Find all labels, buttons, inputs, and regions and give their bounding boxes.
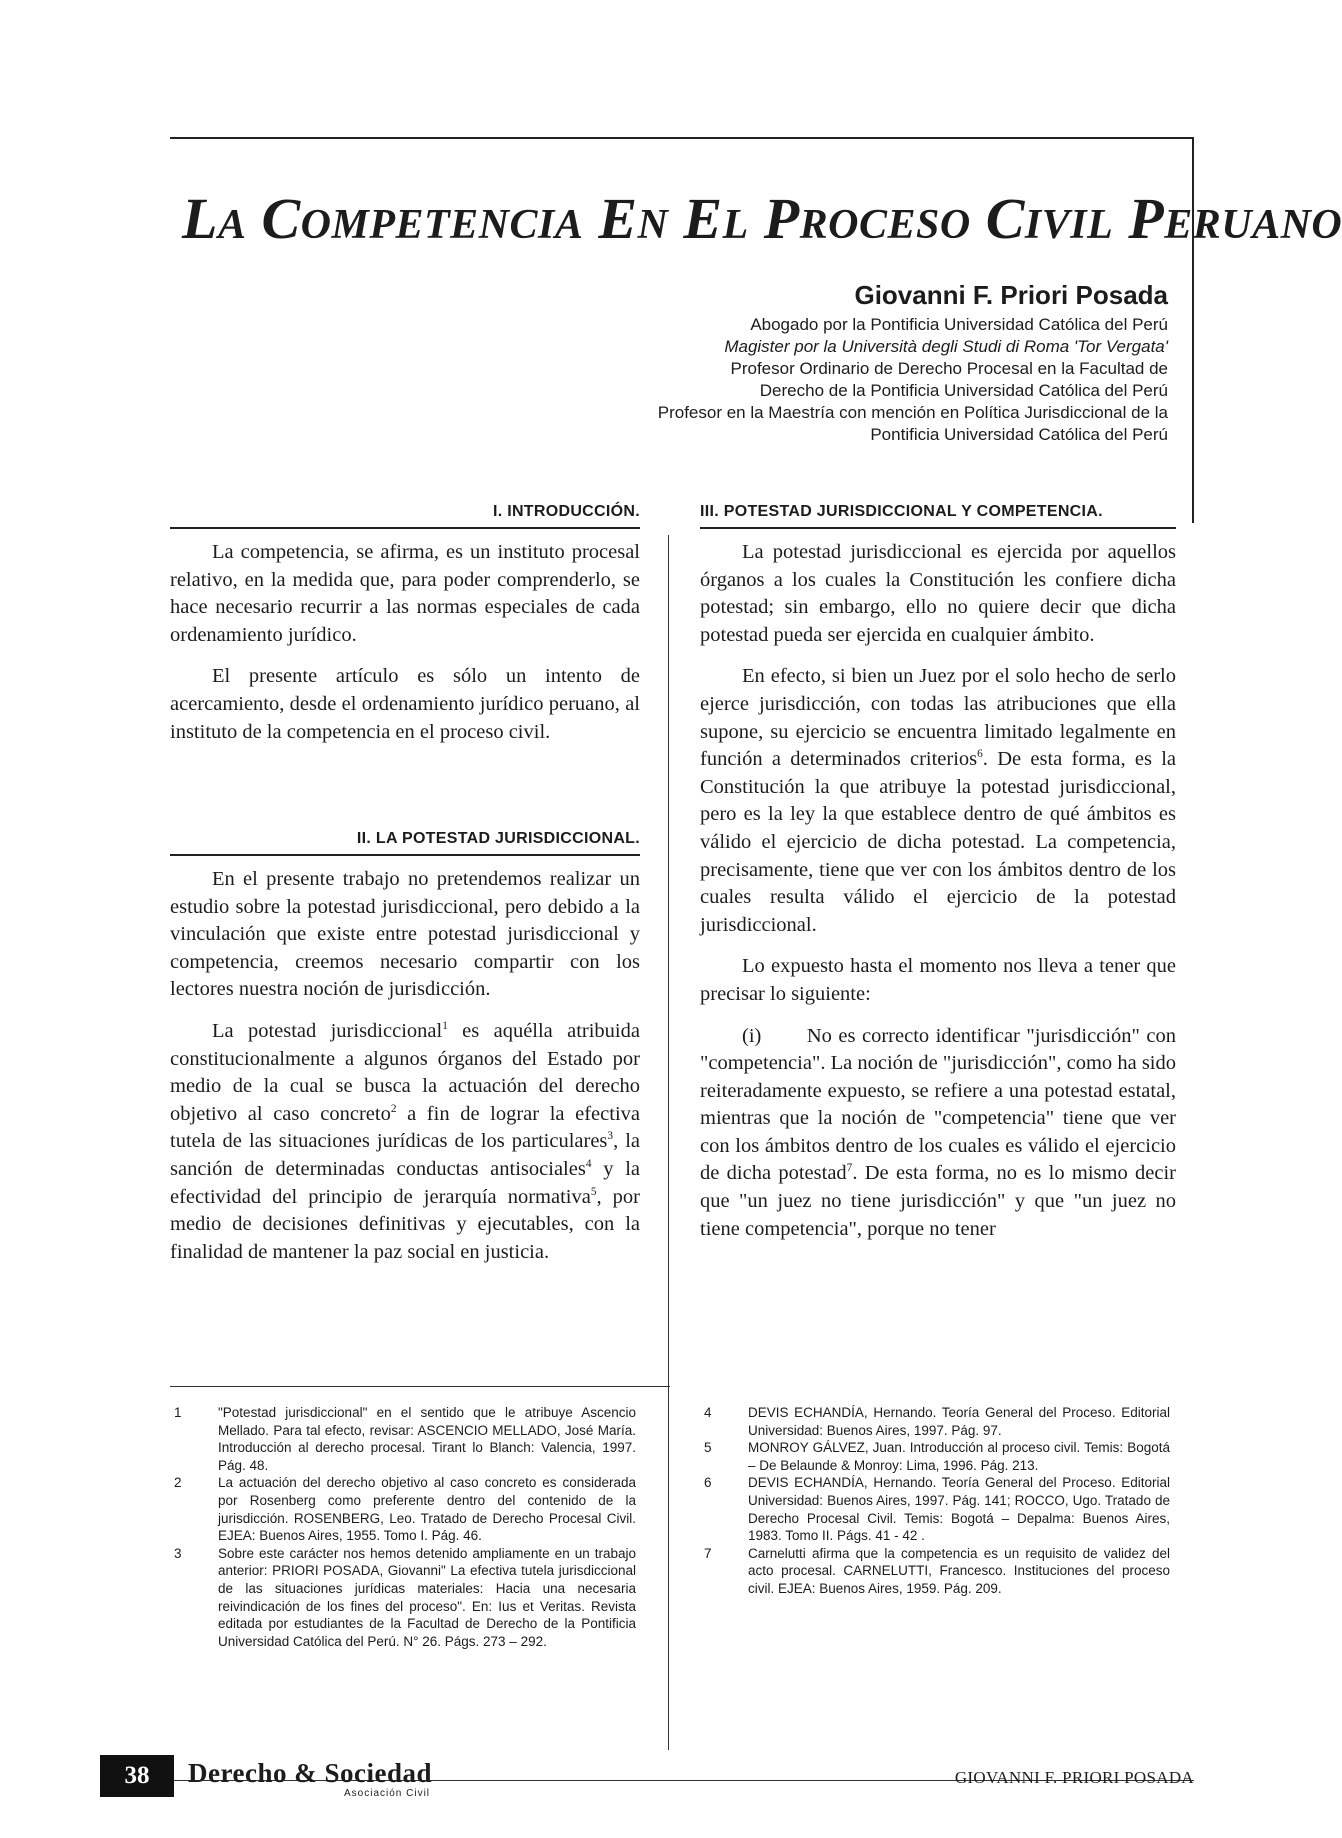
footnote-ref: 7	[846, 1162, 853, 1175]
footnote: 7 Carnelutti afirma que la competencia es un requisito de validez del acto procesal. CARNELUTTI, Francesco. Instituciones del proceso civil. EJEA: Buenos Aires, 1959. Pág. 209.	[704, 1545, 1170, 1596]
journal-name: Derecho & Sociedad	[188, 1758, 432, 1788]
column-divider	[668, 535, 669, 1750]
section-heading-potestad: II. LA POTESTAD JURISDICCIONAL.	[356, 830, 640, 847]
section-heading-intro: I. INTRODUCCIÓN.	[492, 503, 640, 520]
footnote: 5 MONROY GÁLVEZ, Juan. Introducción al proceso civil. Temis: Bogotá – De Belaunde & Monroy: Lima, 1996. Pág. 213.	[704, 1440, 1170, 1473]
paragraph: La potestad jurisdiccional$^1$ es aquélla atribuida constitucionalmente a algunos órganos del Estado por medio de la cual se busca la actuación del derecho objetivo al caso concreto$^2$ a fin de lograr la efectiva tutela de las situaciones jurídicas de los particulares$^3$, la sanción de determinadas conductas antisociales$^4$ y la efectividad del principio de jerarquía normativa$^5$, por medio de decisiones definitivas y ejecutables, con la finalidad de mantener la paz social en justicia.	[170, 1019, 641, 1263]
paragraph: En el presente trabajo no pretendemos realizar un estudio sobre la potestad jurisdiccional, pero debido a la vinculación que existe entre potestad jurisdiccional y competencia, creemos necesario compartir con los lectores nuestra noción de jurisdicción.	[170, 868, 640, 1001]
footnote: 1 "Potestad jurisdiccional" en el sentido que le atribuye Ascencio Mellado. Para tal efecto, revisar: ASCENCIO MELLADO, José María. Introducción al derecho procesal. Tirant lo Blanch: Valencia, 1997. Pág. 48.	[174, 1405, 636, 1473]
author-credential: Pontificia Universidad Católica del Perú	[870, 425, 1168, 444]
running-head: GIOVANNI F. PRIORI POSADA	[954, 1768, 1194, 1787]
paragraph: En efecto, si bien un Juez por el solo hecho de serlo ejerce jurisdicción, con todas las atribuciones que ella supone, su ejercicio se encuentra limitado legalmente en función a determinados criterios$^6$. De esta forma, es la Constitución la que atribuye la potestad jurisdiccional, pero es la ley la que establece dentro de qué ámbitos es válido el ejercicio de dicha potestad. La competencia, precisamente, tiene que ver con los ámbitos dentro de los cuales resulta válido el ejercicio de la potestad jurisdiccional.	[700, 665, 1177, 936]
top-rule	[170, 137, 1194, 139]
paragraph: (i) No es correcto identificar "jurisdicción" con "competencia". La noción de "jurisdicción", como ha sido reiteradamente expuesto, se refiere a una potestad estatal, mientras que la noción de "competencia" tiene que ver con los ámbitos dentro de los cuales es válido el ejercicio de dicha potestad$^7$. De esta forma, no es lo mismo decir que "un juez no tiene jurisdicción" y que "un juez no tiene competencia", porque no tener	[700, 1024, 1182, 1240]
footnotes-right	[700, 1404, 1170, 1598]
section-rule	[170, 854, 640, 856]
section-body	[700, 539, 1182, 1243]
footnote-ref: 1	[442, 1020, 448, 1033]
footnote: 6 DEVIS ECHANDÍA, Hernando. Teoría General del Proceso. Editorial Universidad: Buenos Aires, 1997. Pág. 141; ROCCO, Ugo. Tratado de Derecho Procesal Civil. Temis: Bogotá – Depalma: Buenos Aires, 1983. Tomo II. Págs. 41 - 42 .	[704, 1475, 1170, 1544]
section-potestad	[170, 830, 640, 1280]
paragraph: La potestad jurisdiccional es ejercida por aquellos órganos a los cuales la Constitución les confiere dicha potestad; sin embargo, ello no quiere decir que dicha potestad pueda ser ejercida en cualquier ámbito.	[700, 541, 1176, 646]
footnote: 4 DEVIS ECHANDÍA, Hernando. Teoría General del Proceso. Editorial Universidad: Buenos Aires, 1997. Pág. 97.	[704, 1405, 1170, 1438]
footnote-ref: 4	[585, 1158, 592, 1171]
paragraph: La competencia, se afirma, es un instituto procesal relativo, en la medida que, para poder comprenderlo, se hace necesario recurrir a las normas especiales de cada ordenamiento jurídico.	[170, 541, 640, 646]
footnote-ref: 5	[590, 1185, 597, 1198]
author-credential: Derecho de la Pontificia Universidad Católica del Perú	[759, 381, 1168, 400]
section-body	[170, 866, 640, 1266]
footnote-ref: 3	[607, 1130, 614, 1143]
page-number: 38	[100, 1755, 174, 1797]
footnotes-left	[170, 1404, 636, 1650]
footnote-ref: 2	[390, 1102, 397, 1115]
author-credential: Profesor en la Maestría con mención en Política Jurisdiccional de la	[657, 403, 1168, 422]
footnote-ref: 6	[977, 748, 983, 761]
footnote: 3 Sobre este carácter nos hemos detenido ampliamente en un trabajo anterior: PRIORI POSADA, Giovanni" La efectiva tutela jurisdiccional de las situaciones jurídicas materiales: Hacia una necesaria reivindicación de los fines del proceso". En: Ius et Veritas. Revista editada por estudiantes de la Facultad de Derecho de la Pontificia Universidad Católica del Perú. N° 26. Págs. 273 – 292.	[174, 1545, 636, 1649]
paragraph: Lo expuesto hasta el momento nos lleva a tener que precisar lo siguiente:	[700, 955, 1176, 1005]
author-credential: Profesor Ordinario de Derecho Procesal en la Facultad de	[730, 359, 1168, 378]
paragraph: El presente artículo es sólo un intento de acercamiento, desde el ordenamiento jurídico peruano, al instituto de la competencia en el proceso civil.	[170, 665, 640, 743]
section-intro	[170, 503, 640, 760]
author-block	[528, 278, 1168, 446]
article-title: LA COMPETENCIA EN EL PROCESO CIVIL PERUANO	[182, 186, 1342, 251]
section-competencia	[700, 503, 1182, 1257]
section-rule	[170, 527, 640, 529]
footnote-rule	[170, 1386, 670, 1387]
header-right-rule	[1192, 137, 1194, 523]
section-body	[170, 539, 640, 746]
author-name: Giovanni F. Priori Posada	[854, 280, 1168, 310]
section-rule	[700, 527, 1176, 529]
journal-subtitle: Asociación Civil	[344, 1788, 431, 1799]
author-credential: Magister por la Università degli Studi di Roma 'Tor Vergata'	[724, 337, 1168, 356]
section-heading-competencia: III. POTESTAD JURISDICCIONAL Y COMPETENCIA.	[700, 503, 1103, 520]
author-credential: Abogado por la Pontificia Universidad Católica del Perú	[750, 315, 1168, 334]
footnote: 2 La actuación del derecho objetivo al caso concreto es considerada por Rosenberg como preferente dentro del contenido de la jurisdicción. ROSENBERG, Leo. Tratado de Derecho Procesal Civil. EJEA: Buenos Aires, 1955. Tomo I. Pág. 46.	[174, 1475, 636, 1544]
